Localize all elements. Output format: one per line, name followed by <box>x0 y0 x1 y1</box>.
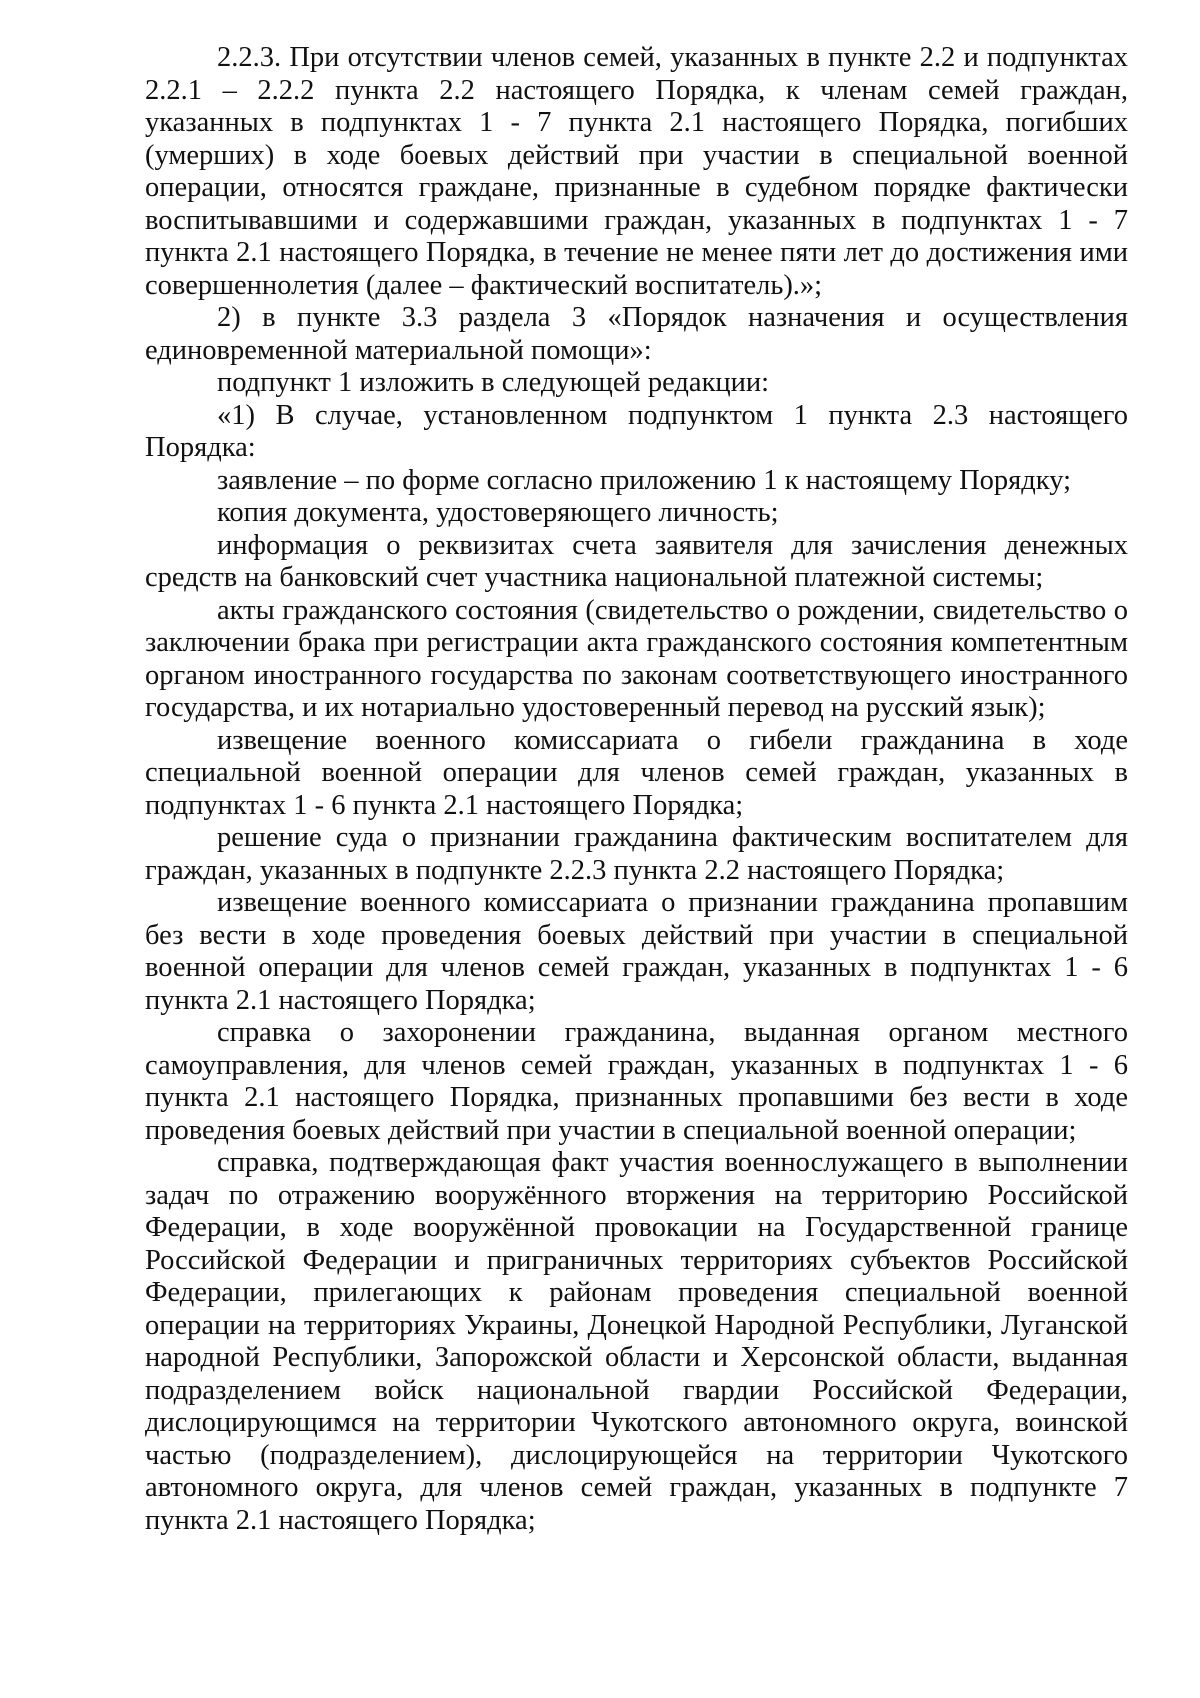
paragraph-court-decision: решение суда о признании гражданина фактическим воспитателем для граждан, указанных в подпункте 2.2.3 пункта 2.2 настоящего Порядка; <box>145 822 1128 886</box>
document-page <box>145 42 1128 1537</box>
paragraph-participation-certificate: справка, подтверждающая факт участия военнослужащего в выполнении задач по отражению вооружённого вторжения на территорию Российской Федерации, в ходе вооружённой провокации на Государственной границе Российской Федерации и приграничных территориях субъектов Российской Федерации, прилегающих к районам проведения специальной военной операции на территориях Украины, Донецкой Народной Республики, Луганской народной Республики, Запорожской области и Херсонской области, выданная подразделением войск национальной гвардии Российской Федерации, дислоцирующимся на территории Чукотского автономного округа, воинской частью (подразделением), дислоцирующейся на территории Чукотского автономного округа, для членов семей граждан, указанных в подпункте 7 пункта 2.1 настоящего Порядка; <box>145 1147 1128 1536</box>
paragraph-subitem-1: «1) В случае, установленном подпунктом 1 пункта 2.3 настоящего Порядка: <box>145 399 1128 463</box>
paragraph-id-copy: копия документа, удостоверяющего личность; <box>217 497 779 528</box>
paragraph-death-notice: извещение военного комиссариата о гибели гражданина в ходе специальной военной операции для членов семей граждан, указанных в подпунктах 1 - 6 пункта 2.1 настоящего Порядка; <box>145 724 1128 821</box>
paragraph-burial-certificate: справка о захоронении гражданина, выданная органом местного самоуправления, для членов семей граждан, указанных в подпунктах 1 - 6 пункта 2.1 настоящего Порядка, признанных пропавшими без вести в ходе проведения боевых действий при участии в специальной военной операции; <box>145 1017 1128 1146</box>
paragraph-missing-notice: извещение военного комиссариата о признании гражданина пропавшим без вести в ходе проведения боевых действий при участии в специальной военной операции для членов семей граждан, указанных в подпунктах 1 - 6 пункта 2.1 настоящего Порядка; <box>145 887 1128 1016</box>
paragraph-application: заявление – по форме согласно приложению 1 к настоящему Порядку; <box>217 464 1072 496</box>
paragraph-2-2-3: 2.2.3. При отсутствии членов семей, указанных в пункте 2.2 и подпунктах 2.2.1 – 2.2.2 пункта 2.2 настоящего Порядка, к членам семей граждан, указанных в подпунктах 1 - 7 пункта 2.1 настоящего Порядка, погибших (умерших) в ходе боевых действий при участии в специальной военной операции, относятся граждане, признанные в судебном порядке фактически воспитывавшими и содержавшими граждан, указанных в подпунктах 1 - 7 пункта 2.1 настоящего Порядка, в течение не менее пяти лет до достижения ими совершеннолетия (далее – фактический воспитатель).»; <box>145 42 1128 301</box>
paragraph-item-2: 2) в пункте 3.3 раздела 3 «Порядок назначения и осуществления единовременной материальной помощи»: <box>145 302 1128 366</box>
paragraph-civil-acts: акты гражданского состояния (свидетельство о рождении, свидетельство о заключении брака при регистрации акта гражданского состояния компетентным органом иностранного государства по законам соответствующего иностранного государства, и их нотариально удостоверенный перевод на русский язык); <box>145 594 1128 723</box>
paragraph-bank-details: информация о реквизитах счета заявителя для зачисления денежных средств на банковский счет участника национальной платежной системы; <box>145 529 1128 593</box>
paragraph-subitem-1-intro: подпункт 1 изложить в следующей редакции: <box>217 367 770 398</box>
